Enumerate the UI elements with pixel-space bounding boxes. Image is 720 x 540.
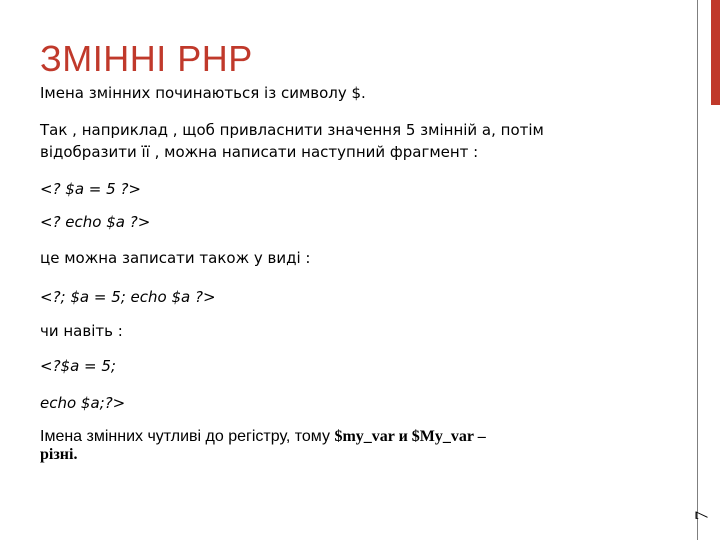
page-number: 7 xyxy=(691,511,712,520)
text-line: чи навіть : xyxy=(40,322,123,340)
text-line: відобразити її , можна написати наступний фрагмент : xyxy=(40,143,479,161)
note-end: різні. xyxy=(40,446,78,463)
code-line: <?$a = 5; xyxy=(40,357,116,375)
text-line: це можна записати також у виді : xyxy=(40,249,311,267)
text-line: Так , наприклад , щоб привласнити значення 5 змінній а, потім xyxy=(40,121,544,139)
code-line: <? echo $a ?> xyxy=(40,213,151,231)
code-line: <?; $a = 5; echo $a ?> xyxy=(40,288,216,306)
accent-bar xyxy=(711,0,720,105)
right-divider xyxy=(697,0,698,540)
case-sensitivity-note xyxy=(40,428,640,464)
note-text: Імена змінних чутливі до регістру, тому xyxy=(40,428,335,445)
slide-title: ЗМІННІ PHP xyxy=(40,38,253,79)
code-line: echo $a;?> xyxy=(40,394,126,412)
note-code: $my_var и $My_var – xyxy=(334,428,486,445)
code-line: <? $a = 5 ?> xyxy=(40,180,141,198)
text-line: Імена змінних починаються із символу $. xyxy=(40,84,366,102)
